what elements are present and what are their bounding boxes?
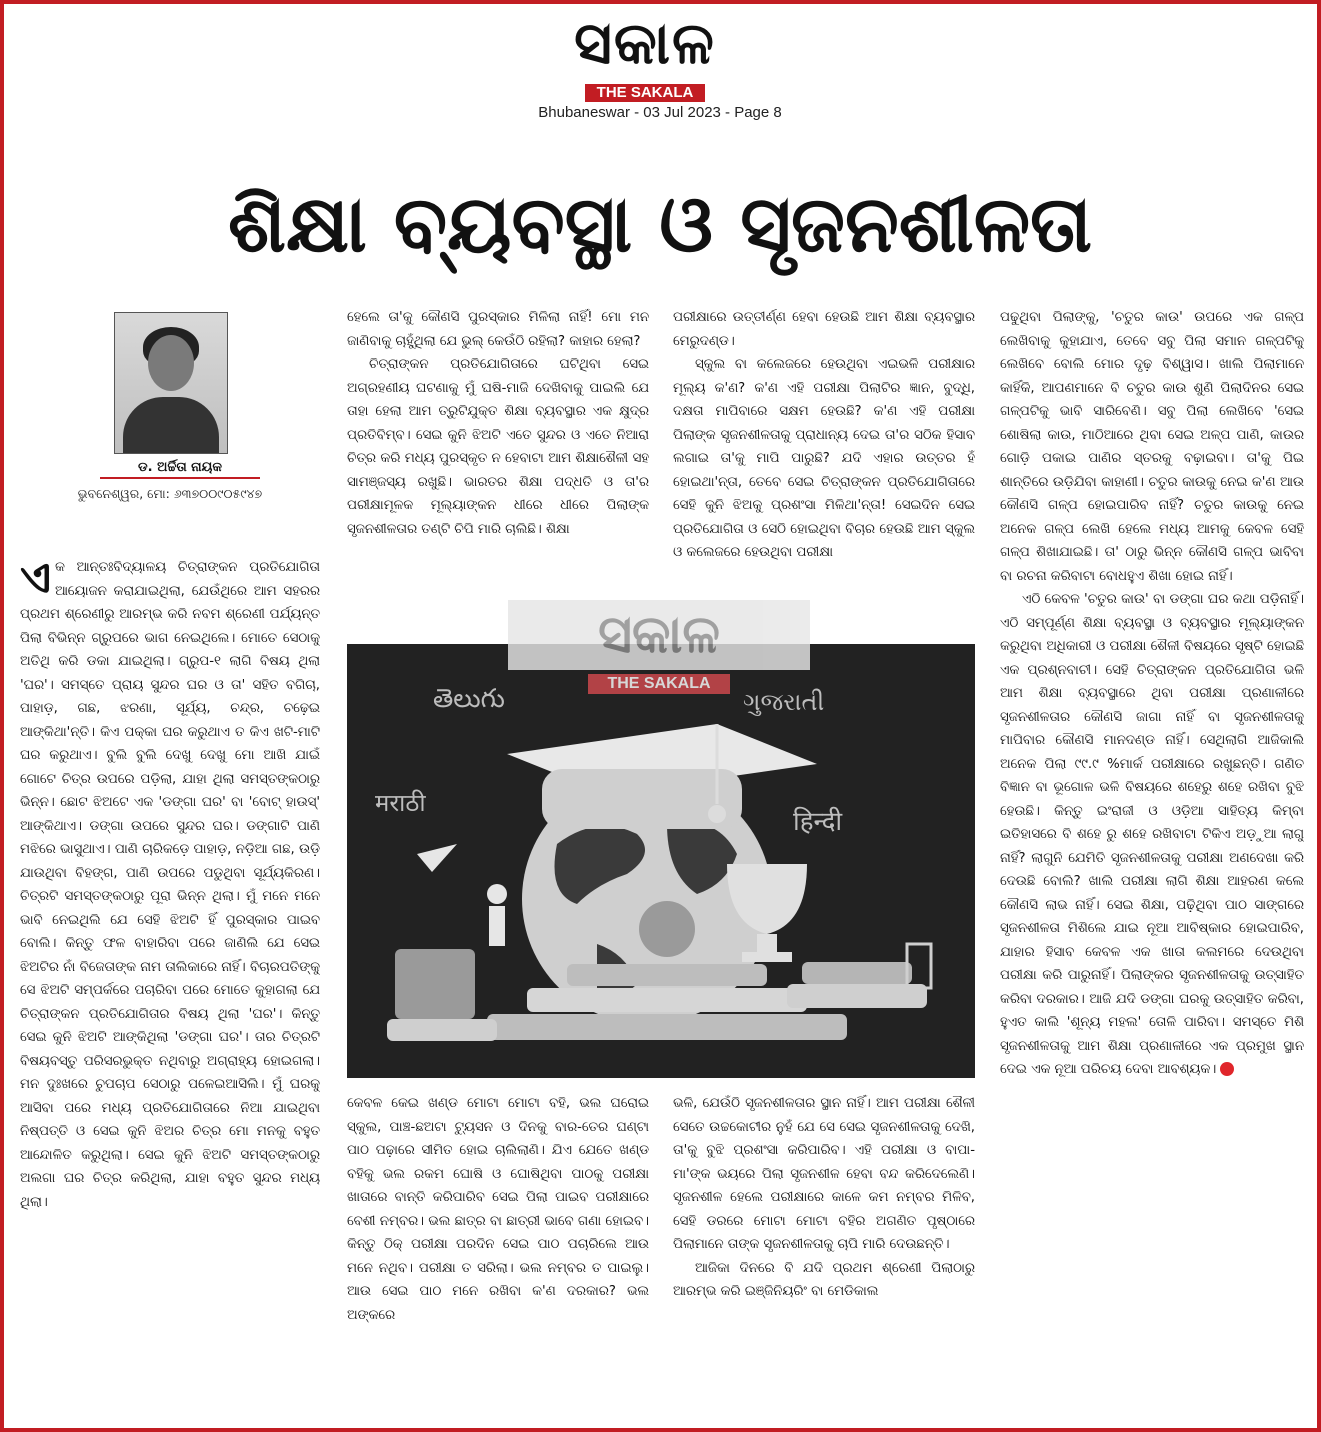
language-label: తెలుగు	[433, 684, 505, 714]
watermark-word: ସକାଳ	[508, 600, 810, 670]
paragraph: ସ୍କୁଲ ବା କଲେଜରେ ହେଉଥିବା ଏଇଭଳି ପରୀକ୍ଷାର ମୂଲ୍ୟ କ'ଣ? କ'ଣ ଏହି ପରୀକ୍ଷା ପିଲାଟିର ଜ୍ଞାନ, ବୁଦ୍ଧି, ଦକ୍ଷତା ମାପିବାରେ ସକ୍ଷମ ହେଉଛି? କ'ଣ ଏହି ପରୀକ୍ଷା ପିଲାଙ୍କ ସୃଜନଶୀଳତାକୁ ପ୍ରାଧାନ୍ୟ ଦେଇ ତା'ର ସଠିକ ହିସାବ ଲଗାଇ ତା'କୁ ମାପି ପାରୁଛି? ଯଦି ଏହାର ଉତ୍ତର ହଁ ହୋଇଥା'ନ୍ତା, ତେବେ ସେଇ ଚିତ୍ରାଙ୍କନ ପ୍ରତିଯୋଗିତାରେ ସେହି କୁନି ଝିଅକୁ ପ୍ରଶଂସା ମିଳିଥା'ନ୍ତା! ସେଇଦିନ ସେଇ ପ୍ରତିଯୋଗିତା ଓ ସେଠି ହୋଇଥିବା ବିଚାର ହେଉଛି ଆମ ସ୍କୁଲ ଓ କଲେଜରେ ହେଉଥିବା ପରୀକ୍ଷା	[673, 357, 975, 560]
watermark-subtitle: THE SAKALA	[588, 674, 730, 694]
column-1	[20, 556, 320, 1396]
newspaper-logo[interactable]	[505, 4, 785, 100]
author-photo	[114, 312, 228, 454]
column-3-top	[673, 306, 975, 636]
paragraph: ଏକ ଆନ୍ତଃବିଦ୍ୟାଳୟ ଚିତ୍ରାଙ୍କନ ପ୍ରତିଯୋଗିତା ଆୟୋଜନ କରାଯାଇଥିଲା, ଯେଉଁଥିରେ ଆମ ସହରର ପ୍ରଥମ ଶ୍ରେଣୀରୁ ଆରମ୍ଭ କରି ନବମ ଶ୍ରେଣୀ ପର୍ଯ୍ୟନ୍ତ ପିଲା ବିଭିନ୍ନ ଗ୍ରୁପରେ ଭାଗ ନେଇଥିଲେ। ମୋତେ ସେଠାକୁ ଅତିଥି କରି ଡକା ଯାଇଥିଲା। ଗ୍ରୁପ-୧ ଲାଗି ବିଷୟ ଥିଲା 'ଘର'। ସମସ୍ତେ ପ୍ରାୟ ସୁନ୍ଦର ଘର ଓ ତା' ସହିତ ବଗିଚା, ପାହାଡ଼, ଗଛ, ଝରଣା, ସୂର୍ଯ୍ୟ, ଚନ୍ଦ୍ର, ଚଢ଼େଇ ଆଙ୍କିଥା'ନ୍ତି। କିଏ ପକ୍କା ଘର କରୁଥାଏ ତ କିଏ ଖଟି-ମାଟି ଘର କରୁଥାଏ। ବୁଲି ବୁଲି ଦେଖୁ ଦେଖୁ ମୋ ଆଖି ଯାଇଁ ଗୋଟେ ଚିତ୍ର ଉପରେ ପଡ଼ିଲା, ଯାହା ଥିଲା ସମସ୍ତଙ୍କଠାରୁ ଭିନ୍ନ। ଛୋଟ ଝିଅଟେ ଏକ 'ଡଙ୍ଗା ଘର' ବା 'ବୋଟ୍ ହାଉସ୍' ଆଙ୍କିଥାଏ। ଡଙ୍ଗା ଉପରେ ସୁନ୍ଦର ଘର। ଡଙ୍ଗାଟି ପାଣି ମଝିରେ ଭାସୁଥାଏ। ପାଣି ଚାରିକଡ଼େ ପାହାଡ଼, ନଡ଼ିଆ ଗଛ, ଉଡ଼ି ଯାଉଥିବା ବିହଙ୍ଗ, ପାଣି ଉପରେ ପଡୁଥିବା ସୂର୍ଯ୍ୟକିରଣ। ଚିତ୍ରଟି ସମସ୍ତଙ୍କଠାରୁ ପୂରା ଭିନ୍ନ ଥିଲା। ମୁଁ ମନେ ମନେ ଭାବି ନେଇଥିଲି ଯେ ସେହି ଝିଅଟି ହିଁ ପୁରସ୍କାର ପାଇବ ବୋଲି। କିନ୍ତୁ ଫଳ ବାହାରିବା ପରେ ଜାଣିଲି ଯେ ସେଇ ଝିଅଟିର ନାଁ ବିଜେତାଙ୍କ ନାମ ତାଲିକାରେ ନାହିଁ। ବିଚାରପତିଙ୍କୁ ସେ ଝିଅଟି ସମ୍ପର୍କରେ ପଚାରିବା ପରେ ମୋତେ କୁହାଗଲା ଯେ ଚିତ୍ରାଙ୍କନ ପ୍ରତିଯୋଗିତାର ବିଷୟ ଥିଲା 'ଘର'। କିନ୍ତୁ ସେଇ କୁନି ଝିଅଟି ଆଙ୍କିଥିଲା 'ଡଙ୍ଗା ଘର'। ତାର ଚିତ୍ରଟି ବିଷୟବସ୍ତୁ ପରିସରଭୁକ୍ତ ନଥିବାରୁ ଅଗ୍ରାହ୍ୟ ହୋଇଗଲା। ମନ ଦୁଃଖରେ ଚୁପଚାପ ସେଠାରୁ ପଳେଇଆସିଲି। ମୁଁ ଘରକୁ ଆସିବା ପରେ ମଧ୍ୟ ପ୍ରତିଯୋଗିତାରେ ନିଆ ଯାଇଥିବା ନିଷ୍ପତ୍ତି ଓ ସେଇ କୁନି ଝିଅର ଚିତ୍ର ମୋ ମନକୁ ବହୁତ ଆନ୍ଦୋଳିତ କରୁଥିଲା। ସେଇ କୁନି ଝିଅଟି ସମସ୍ତଙ୍କଠାରୁ ଅଲଗା ଘର ଚିତ୍ର କରିଥିଲା, ଯାହା ବହୁତ ସୁନ୍ଦର ମଧ୍ୟ ଥିଲା।	[20, 556, 320, 1210]
language-label: मराठी	[375, 789, 426, 817]
paragraph: ଚିତ୍ରାଙ୍କନ ପ୍ରତିଯୋଗିତାରେ ଘଟିଥିବା ସେଇ ଅଗ୍ରହଣୀୟ ଘଟଣାକୁ ମୁଁ ଘଷି-ମାଜି ଦେଖିବାକୁ ପାଇଲି ଯେ ତାହା ହେଲା ଆମ ତ୍ରୁଟିଯୁକ୍ତ ଶିକ୍ଷା ବ୍ୟବସ୍ଥାର ଏକ କ୍ଷୁଦ୍ର ପ୍ରତିବିମ୍ବ। ସେଇ କୁନି ଝିଅଟି ଏତେ ସୁନ୍ଦର ଓ ଏତେ ନିଆରା ଚିତ୍ର କରି ମଧ୍ୟ ପୁରସ୍କୃତ ନ ହେବାଟା ଆମ ଶିକ୍ଷାଶୈଳୀ ସହ ସାମଞ୍ଜସ୍ୟ ରଖୁଛି। ଭାରତର ଶିକ୍ଷା ପଦ୍ଧତି ଓ ତା'ର ପରୀକ୍ଷାମୂଳକ ମୂଲ୍ୟାଙ୍କନ ଧୀରେ ଧୀରେ ପିଲାଙ୍କ ସୃଜନଶୀଳତାର ତଣ୍ଟି ଚିପି ମାରି ଚାଲିଛି। ଶିକ୍ଷା	[347, 357, 649, 537]
logo-word: ସକାଳ	[574, 9, 716, 77]
dateline: Bhubaneswar - 03 Jul 2023 - Page 8	[538, 104, 782, 121]
paragraph: ପଢୁଥିବା ପିଲାଙ୍କୁ, 'ଚତୁର କାଉ' ଉପରେ ଏକ ଗଳ୍ପ ଲେଖିବାକୁ କୁହାଯାଏ, ତେବେ ସବୁ ପିଲା ସମାନ ଗଳ୍ପଟିକୁ ଲେଖିବେ ବୋଲି ମୋର ଦୃଢ଼ ବିଶ୍ୱାସ। ଖାଲି ପିଲାମାନେ କାହିଁକି, ଆପଣମାନେ ବି ଚତୁର କାଉ ଶୁଣି ପିଲାଦିନର ସେଇ ଗଳ୍ପଟିକୁ ଭାବି ସାରିବେଣି। ସବୁ ପିଲା ଲେଖିବେ 'ସେଇ ଶୋଷିଲା କାଉ, ମାଠିଆରେ ଥିବା ସେଇ ଅଳ୍ପ ପାଣି, କାଉର ଗୋଡ଼ି ପକାଇ ପାଣିର ସ୍ତରକୁ ବଢ଼ାଇବା। ତା'କୁ ପିଇ ଶାନ୍ତିରେ ଉଡ଼ିଯିବା କାହାଣୀ। ଚତୁର କାଉକୁ ନେଇ କ'ଣ ଆଉ କୌଣସି ଗଳ୍ପ ହୋଇପାରିବ ନାହିଁ? ଚତୁର କାଉକୁ ନେଇ ଅନେକ ଗଳ୍ପ ଲେଖି ହେଲେ ମଧ୍ୟ ଆମକୁ କେବଳ ସେହି ଗଳ୍ପ ଶିଖାଯାଇଛି। ତା' ଠାରୁ ଭିନ୍ନ କୌଣସି ଗଳ୍ପ ଭାବିବା ବା ରଚନା କରିବାଟା ବୋଧହୁଏ ଶିଖା ହୋଇ ନାହିଁ।	[1000, 310, 1304, 584]
author-contact: ଭୁବନେଶ୍ୱର, ମୋ: ୬୩୭୦୦୯୦୫୯୪୭	[77, 486, 263, 501]
paragraph: ଆଜିକା ଦିନରେ ବି ଯଦି ପ୍ରଥମ ଶ୍ରେଣୀ ପିଲାଠାରୁ ଆରମ୍ଭ କରି ଇଞ୍ଜିନିୟରିଂ ବା ମେଡିକାଲ	[673, 1260, 975, 1299]
paragraph: ପରୀକ୍ଷାରେ ଉତ୍ତୀର୍ଣ୍ଣ ହେବା ହେଉଛି ଆମ ଶିକ୍ଷା ବ୍ୟବସ୍ଥାର ମେରୁଦଣ୍ଡ।	[673, 310, 975, 349]
education-illustration	[347, 644, 975, 1078]
paragraph: ଏଠି କେବଳ 'ଚତୁର କାଉ' ବା ଡଙ୍ଗା ଘର କଥା ପଡ଼ିନାହିଁ। ଏଠି ସମ୍ପୂର୍ଣ୍ଣ ଶିକ୍ଷା ବ୍ୟବସ୍ଥା ଓ ବ୍ୟବସ୍ଥାର ମୂଲ୍ୟାଙ୍କନ କରୁଥିବା ଅଧିକାରୀ ଓ ପରୀକ୍ଷା ଶୈଳୀ ବିଷୟରେ ସୃଷ୍ଟି ହୋଇଛି ଏକ ପ୍ରଶ୍ନବାଚୀ। ସେହି ଚିତ୍ରାଙ୍କନ ପ୍ରତିଯୋଗିତା ଭଳି ଆମ ଶିକ୍ଷା ବ୍ୟବସ୍ଥାରେ ଥିବା ପରୀକ୍ଷା ପ୍ରଣାଳୀରେ ସୃଜନଶୀଳତାର କୌଣସି ଜାଗା ନାହିଁ ବା ସୃଜନଶୀଳତାକୁ ମାପିବାର କୌଣସି ମାନଦଣ୍ଡ ନାହିଁ। ସେଥିଲାଗି ଆଜିକାଲି ଅନେକ ପିଲା ୯୯.୯ %ମାର୍କ ପରୀକ୍ଷାରେ ରଖୁଛନ୍ତି। ଗଣିତ ବିଜ୍ଞାନ ବା ଭୂଗୋଳ ଭଳି ବିଷୟରେ ଶହେରୁ ଶହେ ରଖିବା ବୁଝି ହେଉଛି। କିନ୍ତୁ ଇଂରାଜୀ ଓ ଓଡ଼ିଆ ସାହିତ୍ୟ କିମ୍ବା ଇତିହାସରେ ବି ଶହେ ରୁ ଶହେ ରଖିବାଟା ଟିକିଏ ଅଡ଼ୁଆ ଲାଗୁ ନାହିଁ? ଲାଗୁନି ଯେମିତି ସୃଜନଶୀଳତାକୁ ପରୀକ୍ଷା ଅଣଦେଖା କରି ଦେଉଛି ବୋଲି? ଖାଲି ପରୀକ୍ଷା ଲାଗି ଶିକ୍ଷା ଆହରଣ କଲେ କୌଣସି ଲାଭ ନାହିଁ। ସେଇ ଶିକ୍ଷା, ପଢ଼ିଥିବା ପାଠ ସାଙ୍ଗରେ ସୃଜନଶୀଳତା ମିଶିଲେ ଯାଇ ନୂଆ ଆବିଷ୍କାର ହୋଇପାରିବ, ଯାହାର ହିସାବ କେବଳ ଏକ ଖାତା କଲମରେ ଦେଉଥିବା ପରୀକ୍ଷା କରି ପାରୁନାହିଁ। ପିଲାଙ୍କର ସୃଜନଶୀଳତାକୁ ଉତ୍ସାହିତ କରିବା ଦରକାର। ଆଜି ଯଦି ଡଙ୍ଗା ଘରକୁ ଉତ୍ସାହିତ କରିବା, ହୁଏତ କାଲି 'ଶୂନ୍ୟ ମହଲ' ତୋଳି ପାରିବା। ସମସ୍ତେ ମିଶି ସୃଜନଶୀଳତାକୁ ଆମ ଶିକ୍ଷା ପ୍ରଣାଳୀରେ ଏକ ପ୍ରମୁଖ ସ୍ଥାନ ଦେଇ ଏକ ନୂଆ ପରିଚୟ ଦେବା ଆବଶ୍ୟକ।	[1000, 592, 1304, 1077]
column-3-bottom	[673, 1092, 975, 1392]
paragraph: କେବଳ କେଇ ଖଣ୍ଡ ମୋଟା ମୋଟା ବହି, ଭଲ ଘରୋଇ ସ୍କୁଲ, ପାଞ୍ଚ-ଛଅଟା ଟ୍ୟୁସନ ଓ ଦିନକୁ ବାର-ତେର ଘଣ୍ଟା ପାଠ ପଢ଼ାରେ ସୀମିତ ହୋଇ ଚାଲିଲାଣି। ଯିଏ ଯେତେ ଖଣ୍ଡ ବହିକୁ ଭଲ ରକମ ଘୋଷି ଓ ଘୋଷିଥିବା ପାଠକୁ ପରୀକ୍ଷା ଖାତାରେ ବାନ୍ତି କରିପାରିବ ସେଇ ପିଲା ପାଇବ ପରୀକ୍ଷାରେ ବେଶୀ ନମ୍ବର। ଭଲ ଛାତ୍ର ବା ଛାତ୍ରୀ ଭାବେ ଗଣା ହୋଇବ। କିନ୍ତୁ ଠିକ୍ ପରୀକ୍ଷା ପରଦିନ ସେଇ ପାଠ ପଚାରିଲେ ଆଉ ମନେ ନଥିବ। ପରୀକ୍ଷା ତ ସରିଲା। ଭଲ ନମ୍ବର ତ ପାଇଲୁ। ଆଉ ସେଇ ପାଠ ମନେ ରଖିବା କ'ଣ ଦରକାର? ଭଲ ଅଙ୍କରେ	[347, 1096, 649, 1323]
column-2-top	[347, 306, 649, 636]
watermark-logo	[508, 600, 810, 700]
masthead	[0, 0, 1321, 130]
language-label: ગુજરાતી	[743, 688, 825, 716]
end-mark-icon	[1220, 1062, 1234, 1076]
author-name: ଡ. ଅର୍ଚ୍ଚିତା ନାୟକ	[100, 460, 260, 479]
paragraph: ହେଲେ ତା'କୁ କୌଣସି ପୁରସ୍କାର ମିଳିଲା ନାହିଁ! ମୋ ମନ ଜାଣିବାକୁ ଚାହୁଁଥିଲା ଯେ ଭୁଲ୍ କେଉଁଠି ରହିଲା? କାହାର ହେଲା?	[347, 310, 649, 349]
logo-subtitle: THE SAKALA	[585, 84, 705, 102]
article-headline: ଶିକ୍ଷା ବ୍ୟବସ୍ଥା ଓ ସୃଜନଶୀଳତା	[227, 180, 1093, 270]
drop-cap: ଏ	[20, 556, 51, 603]
column-2-bottom	[347, 1092, 649, 1392]
column-4	[1000, 306, 1304, 1396]
paragraph: ଭଳି, ଯେଉଁଠି ସୃଜନଶୀଳତାର ସ୍ଥାନ ନାହିଁ। ଆମ ପରୀକ୍ଷା ଶୈଳୀ ସେତେ ଉଚ୍ଚକୋଟୀର ନୁହଁ ଯେ ସେ ସେଇ ସୃଜନଶୀଳତାକୁ ଦେଖି, ତା'କୁ ବୁଝି ପ୍ରଶଂସା କରିପାରିବ। ଏହି ପରୀକ୍ଷା ଓ ବାପା-ମା'ଙ୍କ ଭୟରେ ପିଲା ସୃଜନଶୀଳ ହେବା ବନ୍ଦ କରିଦେଲେଣି। ସୃଜନଶୀଳ ହେଲେ ପରୀକ୍ଷାରେ କାଳେ କମ ନମ୍ବର ମିଳିବ, ସେହି ଡରରେ ମୋଟା ମୋଟା ବହିର ଅଗଣିତ ପୃଷ୍ଠାରେ ପିଲାମାନେ ତାଙ୍କ ସୃଜନଶୀଳତାକୁ ଚାପି ମାରି ଦେଉଛନ୍ତି।	[673, 1096, 975, 1252]
language-label: हिन्दी	[793, 807, 843, 837]
